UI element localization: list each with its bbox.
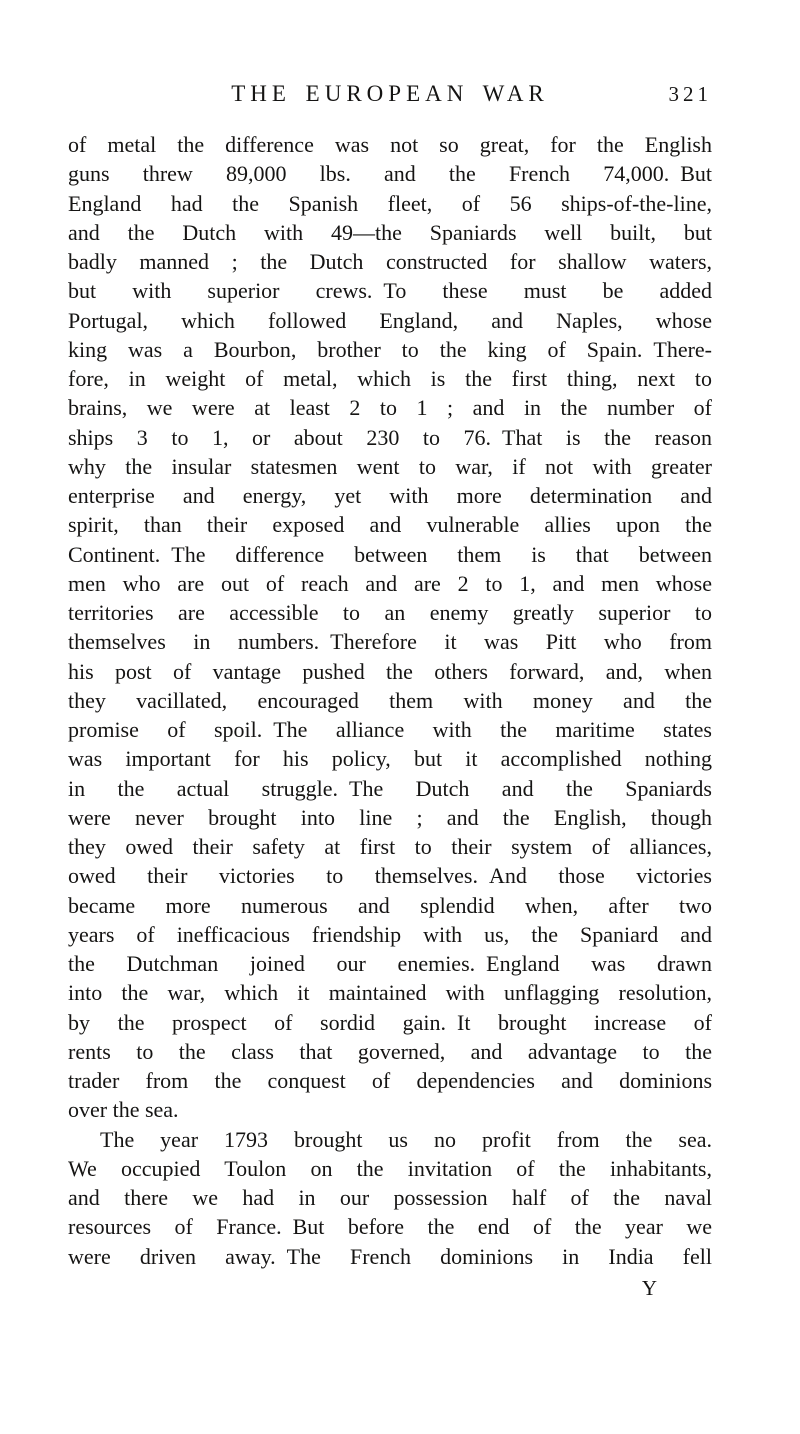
text-line: into the war, which it maintained with unflagging resolution, [68, 980, 712, 1006]
running-title: THE EUROPEAN WAR [231, 81, 549, 106]
text-line: but with superior crews. To these must be added [68, 278, 712, 304]
text-line: spirit, than their exposed and vulnerable allies upon the [68, 512, 712, 538]
text-line: they vacillated, encouraged them with money and the [68, 687, 712, 713]
text-line: men who are out of reach and are 2 to 1, and men whose [68, 570, 712, 596]
text-line: enterprise and energy, yet with more determination and [68, 483, 712, 508]
text-line: trader from the conquest of dependencies and dominions [68, 1068, 712, 1093]
text-line: became more numerous and splendid when, after two [68, 892, 712, 918]
text-line: king was a Bourbon, brother to the king of Spain. There- [68, 336, 712, 362]
text-line: over the sea. [68, 1097, 179, 1123]
text-line: The year 1793 brought us no profit from the sea. [100, 1126, 712, 1152]
running-header [68, 80, 712, 112]
text-line: why the insular statesmen went to war, if not with greater [68, 453, 712, 479]
text-line: fore, in weight of metal, which is the first thing, next to [68, 366, 712, 391]
page-number: 321 [668, 82, 712, 106]
text-line: promise of spoil. The alliance with the maritime states [68, 717, 712, 742]
text-line: years of inefficacious friendship with us, the Spaniard and [68, 921, 712, 947]
text-line: and there we had in our possession half of the naval [68, 1185, 712, 1210]
signature-line [68, 1276, 712, 1300]
text-line: England had the Spanish fleet, of 56 ships-of-the-line, [68, 190, 712, 216]
text-line: they owed their safety at first to their system of alliances, [68, 834, 712, 859]
text-line: territories are accessible to an enemy greatly superior to [68, 600, 712, 625]
body-text [68, 130, 712, 1271]
text-line: his post of vantage pushed the others forward, and, when [68, 658, 712, 684]
text-line: Continent. The difference between them is that between [68, 541, 712, 567]
text-line: the Dutchman joined our enemies. England was drawn [68, 951, 712, 976]
text-line: were driven away. The French dominions in India fell [68, 1243, 712, 1269]
text-line: guns threw 89,000 lbs. and the French 74,000. But [68, 161, 712, 187]
text-line: in the actual struggle. The Dutch and the Spaniards [68, 775, 712, 801]
text-line: were never brought into line ; and the English, though [68, 804, 712, 830]
text-line: of metal the difference was not so great, for the English [68, 132, 712, 157]
text-line: We occupied Toulon on the invitation of the inhabitants, [68, 1155, 712, 1181]
text-line: was important for his policy, but it accomplished nothing [68, 746, 712, 772]
text-line: Portugal, which followed England, and Naples, whose [68, 307, 712, 333]
text-line: owed their victories to themselves. And those victories [68, 863, 712, 889]
text-line: resources of France. But before the end of the year we [68, 1214, 712, 1240]
text-line: themselves in numbers. Therefore it was Pitt who from [68, 629, 712, 655]
text-line: ships 3 to 1, or about 230 to 76. That is the reason [68, 424, 712, 450]
signature-mark: Y [641, 1276, 657, 1300]
text-line: and the Dutch with 49—the Spaniards well built, but [68, 219, 712, 245]
text-line: badly manned ; the Dutch constructed for shallow waters, [68, 249, 712, 274]
text-line: rents to the class that governed, and advantage to the [68, 1038, 712, 1064]
text-line: by the prospect of sordid gain. It brought increase of [68, 1009, 712, 1035]
text-line: brains, we were at least 2 to 1 ; and in the number of [68, 395, 712, 421]
